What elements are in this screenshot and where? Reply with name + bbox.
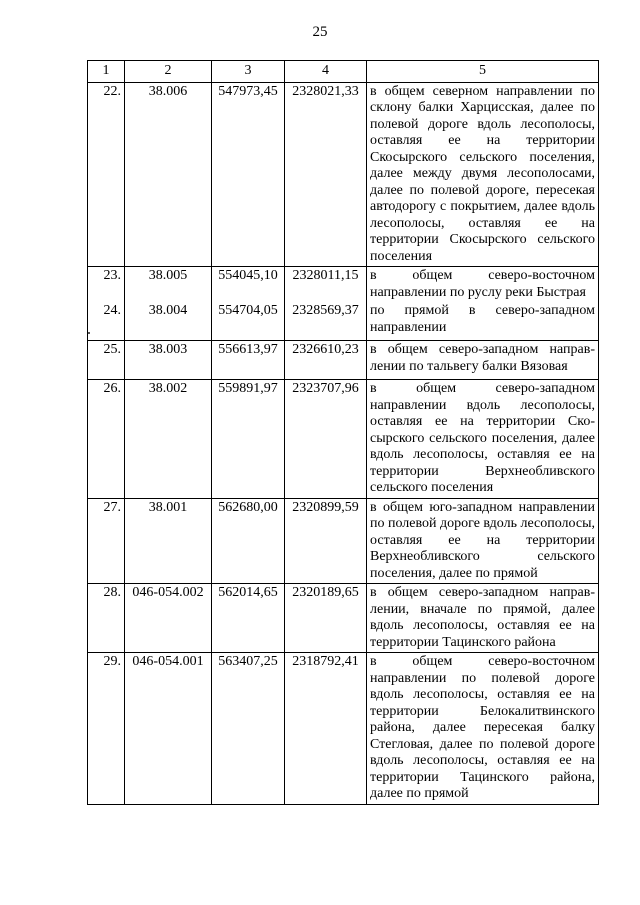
coordinate-x: 547973,45 [212, 82, 285, 267]
boundary-description: по прямой в северо-западном направлении [367, 302, 599, 341]
header-col-1: 1 [88, 61, 125, 83]
boundary-description: в общем северо-восточном направлении по руслу реки Быстрая [367, 267, 599, 303]
coordinate-x: 554045,10 [212, 267, 285, 303]
row-number: 23. [88, 267, 125, 303]
coordinate-y: 2328011,15 [285, 267, 367, 303]
table-row [88, 302, 599, 341]
coordinate-y: 2323707,96 [285, 380, 367, 499]
coordinate-y: 2320189,65 [285, 584, 367, 653]
point-code: 38.006 [125, 82, 212, 267]
coordinate-x: 563407,25 [212, 653, 285, 805]
header-col-5: 5 [367, 61, 599, 83]
coordinate-x: 562680,00 [212, 498, 285, 584]
row-number: 22. [88, 82, 125, 267]
boundary-table [87, 60, 599, 805]
row-number: 25. [88, 341, 125, 380]
boundary-description: в общем юго-западном направлении по полевой дороге вдоль лесополосы, оставляя ее на территории Верхнеобливского сельского поселения, далее по прямой [367, 498, 599, 584]
table-row [88, 380, 599, 499]
coordinate-x: 554704,05 [212, 302, 285, 341]
table-row [88, 82, 599, 267]
table-row [88, 584, 599, 653]
coordinate-y: 2328021,33 [285, 82, 367, 267]
boundary-description: в общем северном направлении по склону балки Харцисская, далее по полевой дороге вдоль лесополосы, оставляя ее на территории Скосырского сельского поселения, далее между двумя лесополосами, далее по полевой дороге, пересекая автодорогу с покрытием, далее вдоль лесополосы, оставляя ее на территории Скосырского сельского поселения [367, 82, 599, 267]
header-col-2: 2 [125, 61, 212, 83]
boundary-description: в общем северо-восточном направлении по полевой дороге вдоль лесополосы, оставляя ее на территории Белокалитвинского района, далее пересекая балку Стегловая, далее по полевой дороге вдоль лесополосы, оставляя ее на территории Тацинского района, далее по прямой [367, 653, 599, 805]
coordinate-y: 2320899,59 [285, 498, 367, 584]
coordinate-y: 2326610,23 [285, 341, 367, 380]
table-row [88, 267, 599, 303]
row-number: 27. [88, 498, 125, 584]
row-number: 24. [88, 302, 125, 341]
row-number: 28. [88, 584, 125, 653]
page-number: 25 [312, 24, 328, 40]
coordinate-y: 2328569,37 [285, 302, 367, 341]
header-col-3: 3 [212, 61, 285, 83]
coordinate-y: 2318792,41 [285, 653, 367, 805]
point-code: 38.002 [125, 380, 212, 499]
point-code: 046-054.002 [125, 584, 212, 653]
boundary-description: в общем северо-западном направлении вдоль лесополосы, оставляя ее на территории Скосырского сельского поселения, далее вдоль лесополосы, оставляя ее на территории Верхнеобливского сельского поселения [367, 380, 599, 499]
coordinate-x: 556613,97 [212, 341, 285, 380]
point-code: 38.005 [125, 267, 212, 303]
boundary-description: в общем северо-западном направлении, вначале по прямой, далее вдоль лесополосы, оставляя ее на территории Тацинского района [367, 584, 599, 653]
boundary-description: в общем северо-западном направлении по тальвегу балки Вязовая [367, 341, 599, 380]
point-code: 046-054.001 [125, 653, 212, 805]
table-row [88, 341, 599, 380]
row-number: 29. [88, 653, 125, 805]
point-code: 38.003 [125, 341, 212, 380]
header-row [88, 61, 599, 83]
coordinate-x: 562014,65 [212, 584, 285, 653]
point-code: 38.001 [125, 498, 212, 584]
table-row [88, 653, 599, 805]
table-row [88, 498, 599, 584]
point-code: 38.004 [125, 302, 212, 341]
coordinate-x: 559891,97 [212, 380, 285, 499]
header-col-4: 4 [285, 61, 367, 83]
row-number: 26. [88, 380, 125, 499]
